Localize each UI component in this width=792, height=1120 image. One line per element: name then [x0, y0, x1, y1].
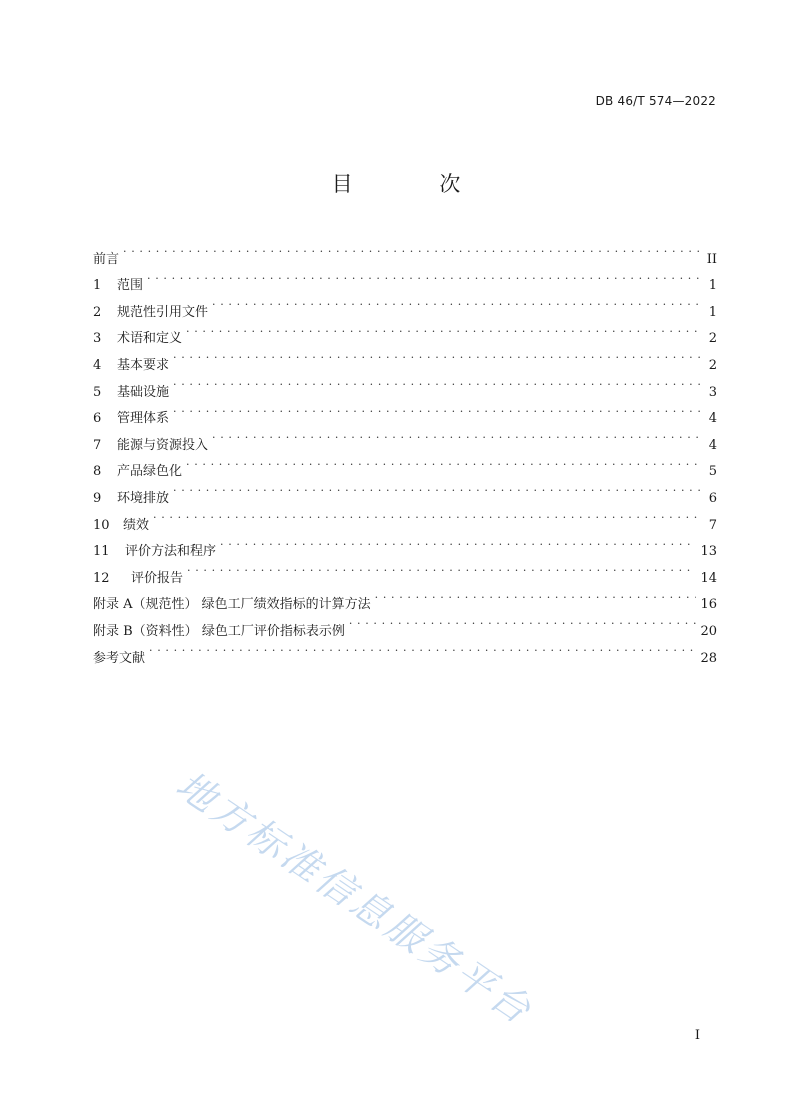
toc-label: 基础设施	[117, 384, 170, 400]
toc-entry-9[interactable]	[93, 475, 717, 506]
toc-label: 管理体系	[117, 411, 170, 427]
toc-page-number: 13	[700, 544, 717, 560]
watermark: 地方标准信息服务平台	[168, 762, 542, 1034]
toc-section-number: 6	[93, 411, 102, 427]
toc-leader-dots	[212, 422, 703, 449]
toc-leader-dots	[375, 582, 697, 609]
toc-page-number: 5	[708, 464, 717, 480]
toc-page-number: 16	[700, 597, 717, 613]
toc-label: 评价报告	[131, 570, 184, 586]
toc-leader-dots	[173, 342, 703, 369]
toc-page-number: 7	[708, 517, 717, 533]
toc-section-number: 4	[93, 357, 102, 373]
toc-entry-references[interactable]	[93, 635, 717, 666]
toc-label: 规范性引用文件	[117, 304, 209, 320]
toc-label: 能源与资源投入	[117, 437, 209, 453]
toc-title: 目 次	[331, 172, 501, 196]
toc-section-number: 11	[93, 544, 110, 560]
toc-label: 绩效	[123, 517, 150, 533]
toc-label: 环境排放	[117, 490, 170, 506]
toc-entry-8[interactable]	[93, 449, 717, 480]
toc-label: 术语和定义	[117, 331, 183, 347]
toc-page-number: 6	[708, 490, 717, 506]
toc-page-number: 1	[708, 304, 717, 320]
toc-page-number: 4	[708, 437, 717, 453]
toc-section-number: 9	[93, 490, 102, 506]
toc-entry-7[interactable]	[93, 422, 717, 453]
toc-entry-11[interactable]	[93, 529, 717, 560]
toc-page-number: 28	[700, 650, 717, 666]
toc-entry-6[interactable]	[93, 396, 717, 427]
toc-section-number: 12	[93, 570, 110, 586]
toc-entry-appendix-a[interactable]	[93, 582, 717, 613]
toc-page-number: 14	[700, 570, 717, 586]
toc-entry-3[interactable]	[93, 316, 717, 347]
toc-leader-dots	[173, 396, 703, 423]
page-number: I	[694, 1028, 700, 1043]
toc-leader-dots	[153, 502, 703, 529]
toc-leader-dots	[173, 475, 703, 502]
toc-leader-dots	[123, 236, 703, 263]
toc-section-number: 8	[93, 464, 102, 480]
toc-label: 附录 B（资料性） 绿色工厂评价指标表示例	[93, 623, 345, 639]
toc-section-number: 10	[93, 517, 110, 533]
table-of-contents	[93, 236, 717, 666]
toc-entry-2[interactable]	[93, 289, 717, 320]
toc-page-number: II	[706, 251, 717, 267]
toc-leader-dots	[212, 289, 703, 316]
toc-entry-4[interactable]	[93, 342, 717, 373]
toc-page-number: 20	[700, 623, 717, 639]
toc-entry-10[interactable]	[93, 502, 717, 533]
toc-leader-dots	[149, 635, 696, 662]
toc-entry-1[interactable]	[93, 263, 717, 294]
toc-leader-dots	[187, 555, 696, 582]
toc-page-number: 2	[708, 331, 717, 347]
toc-entry-12[interactable]	[93, 555, 717, 586]
toc-label: 附录 A（规范性） 绿色工厂绩效指标的计算方法	[93, 597, 371, 613]
toc-page-number: 3	[708, 384, 717, 400]
toc-leader-dots	[220, 529, 696, 556]
toc-label: 参考文献	[93, 650, 146, 666]
toc-section-number: 7	[93, 437, 102, 453]
toc-section-number: 2	[93, 304, 102, 320]
toc-label: 基本要求	[117, 357, 170, 373]
toc-section-number: 3	[93, 331, 102, 347]
toc-label: 产品绿色化	[117, 464, 183, 480]
toc-label: 评价方法和程序	[125, 544, 217, 560]
toc-label: 范围	[117, 278, 144, 294]
toc-entry-5[interactable]	[93, 369, 717, 400]
toc-leader-dots	[173, 369, 703, 396]
toc-leader-dots	[186, 449, 703, 476]
toc-entry-foreword[interactable]	[93, 236, 717, 267]
toc-leader-dots	[186, 316, 703, 343]
toc-section-number: 5	[93, 384, 102, 400]
toc-label: 前言	[93, 251, 120, 267]
toc-leader-dots	[147, 263, 703, 290]
toc-section-number: 1	[93, 278, 102, 294]
toc-leader-dots	[349, 608, 697, 635]
toc-page-number: 4	[708, 411, 717, 427]
document-code: DB 46/T 574—2022	[595, 94, 716, 108]
toc-page-number: 1	[708, 278, 717, 294]
toc-page-number: 2	[708, 357, 717, 373]
